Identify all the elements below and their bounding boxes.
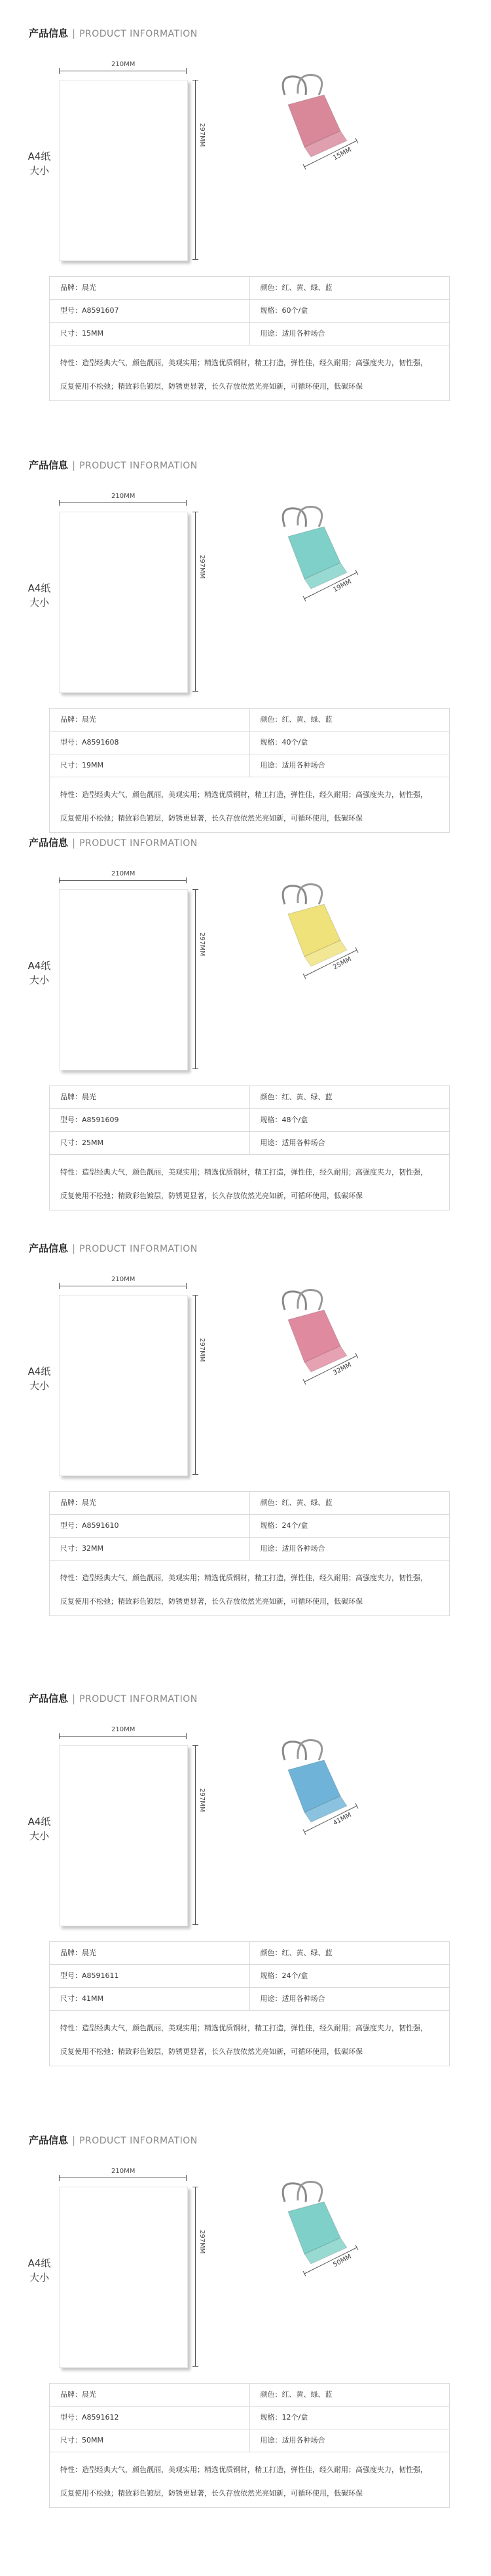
size-cell-label: 尺寸： bbox=[60, 1138, 82, 1147]
spec-cell-value: 24个/盒 bbox=[282, 1521, 308, 1530]
header-title-cn: 产品信息 bbox=[29, 1243, 69, 1254]
brand-cell bbox=[50, 1942, 250, 1964]
a4-label-line2: 大小 bbox=[29, 974, 49, 986]
clip-size-label: 41MM bbox=[332, 1811, 353, 1827]
product-section bbox=[0, 1241, 491, 1647]
spec-cell bbox=[250, 732, 450, 754]
paper-height-dimension bbox=[195, 889, 196, 1069]
spec-cell bbox=[250, 1109, 450, 1131]
section-header bbox=[29, 2133, 198, 2147]
model-cell-label: 型号： bbox=[60, 1971, 82, 1980]
paper-height-dimension bbox=[195, 2187, 196, 2367]
clip-size-label: 19MM bbox=[332, 578, 353, 594]
color-cell-label: 颜色：红、黄、绿、蓝 bbox=[260, 1949, 333, 1957]
a4-label-line2: 大小 bbox=[29, 1830, 49, 1842]
color-cell bbox=[250, 1942, 450, 1964]
header-title-en: PRODUCT INFORMATION bbox=[79, 2136, 198, 2146]
spec-table bbox=[49, 1941, 450, 2066]
product-section bbox=[0, 836, 491, 1241]
clip-size-label: 25MM bbox=[332, 955, 353, 972]
a4-paper-illustration bbox=[59, 80, 188, 261]
features-line2: 反复使用不松弛；精致彩色镀层，防锈更显著，长久存放依然光亮如新，可循环使用，低碳环保 bbox=[60, 814, 363, 822]
brand-cell bbox=[50, 1492, 250, 1514]
a4-paper-illustration bbox=[59, 512, 188, 693]
header-title-cn: 产品信息 bbox=[29, 837, 69, 849]
a4-label-line2: 大小 bbox=[29, 165, 49, 177]
spec-cell-label: 规格： bbox=[260, 738, 282, 747]
spec-cell-value: 48个/盒 bbox=[282, 1116, 308, 1124]
clip-size-label: 32MM bbox=[332, 1361, 353, 1377]
binder-clip-graphic bbox=[259, 501, 390, 625]
features-text bbox=[50, 1155, 449, 1210]
header-separator: | bbox=[72, 459, 76, 471]
features-line2: 反复使用不松弛；精致彩色镀层，防锈更显著，长久存放依然光亮如新，可循环使用，低碳环保 bbox=[60, 1191, 363, 1200]
paper-width-dimension bbox=[59, 1736, 187, 1737]
spec-row bbox=[50, 1132, 449, 1155]
color-cell-label: 颜色：红、黄、绿、蓝 bbox=[260, 1093, 333, 1101]
spec-cell bbox=[250, 2407, 450, 2429]
size-cell bbox=[50, 1538, 250, 1560]
binder-clip-icon bbox=[259, 1284, 390, 1408]
binder-clip-icon bbox=[259, 501, 390, 625]
brand-cell bbox=[50, 277, 250, 299]
paper-height-label: 297MM bbox=[198, 1788, 206, 1812]
paper-height-dimension bbox=[195, 1295, 196, 1475]
brand-cell-label: 品牌：晨光 bbox=[60, 715, 96, 724]
paper-width-dimension bbox=[59, 880, 187, 881]
model-cell bbox=[50, 732, 250, 754]
features-text bbox=[50, 777, 449, 832]
features-line1: 特性：造型经典大气，颜色靓丽，美观实用；精选优质钢材，精工打造，弹性佳，经久耐用；高强度夹力，韧性强， bbox=[60, 790, 427, 799]
model-cell-label: 型号： bbox=[60, 2413, 82, 2422]
spec-table bbox=[49, 708, 450, 833]
brand-cell-label: 品牌：晨光 bbox=[60, 2390, 96, 2399]
a4-paper-illustration bbox=[59, 2187, 188, 2368]
usage-cell bbox=[250, 2429, 450, 2452]
a4-size-label bbox=[20, 959, 59, 987]
features-line1: 特性：造型经典大气，颜色靓丽，美观实用；精选优质钢材，精工打造，弹性佳，经久耐用；高强度夹力，韧性强， bbox=[60, 1574, 427, 1582]
spec-cell bbox=[250, 300, 450, 322]
a4-label-line1: A4纸 bbox=[27, 1816, 51, 1827]
a4-label-line2: 大小 bbox=[29, 1380, 49, 1392]
model-cell-value: A8591611 bbox=[82, 1971, 119, 1980]
features-text bbox=[50, 2011, 449, 2066]
paper-height-label: 297MM bbox=[198, 932, 206, 957]
features-line2: 反复使用不松弛；精致彩色镀层，防锈更显著，长久存放依然光亮如新，可循环使用，低碳环保 bbox=[60, 1597, 363, 1606]
spec-cell-value: 24个/盒 bbox=[282, 1971, 308, 1980]
paper-width-label: 210MM bbox=[111, 2168, 136, 2175]
spec-cell-value: 60个/盒 bbox=[282, 306, 308, 315]
size-cell bbox=[50, 1988, 250, 2010]
paper-width-label: 210MM bbox=[111, 1726, 136, 1733]
spec-row bbox=[50, 754, 449, 777]
spec-table bbox=[49, 1491, 450, 1616]
usage-cell bbox=[250, 1132, 450, 1154]
header-title-cn: 产品信息 bbox=[29, 1693, 69, 1704]
color-cell bbox=[250, 1492, 450, 1514]
paper-width-label: 210MM bbox=[111, 870, 136, 877]
a4-label-line1: A4纸 bbox=[27, 1366, 51, 1377]
size-cell-value: 32MM bbox=[82, 1544, 103, 1553]
color-cell bbox=[250, 709, 450, 731]
color-cell-label: 颜色：红、黄、绿、蓝 bbox=[260, 1498, 333, 1507]
features-text bbox=[50, 1561, 449, 1615]
spec-cell-value: 40个/盒 bbox=[282, 738, 308, 747]
model-cell-label: 型号： bbox=[60, 1521, 82, 1530]
spec-row bbox=[50, 2407, 449, 2429]
binder-clip-graphic bbox=[259, 1284, 390, 1408]
size-cell-label: 尺寸： bbox=[60, 329, 82, 338]
spec-row bbox=[50, 1965, 449, 1988]
model-cell-label: 型号： bbox=[60, 1116, 82, 1124]
binder-clip-icon bbox=[259, 878, 390, 1002]
binder-clip-icon bbox=[259, 1734, 390, 1858]
a4-paper-illustration bbox=[59, 1295, 188, 1476]
paper-height-dimension bbox=[195, 80, 196, 260]
section-header bbox=[29, 458, 198, 472]
color-cell bbox=[250, 277, 450, 299]
color-cell-label: 颜色：红、黄、绿、蓝 bbox=[260, 2390, 333, 2399]
spec-table bbox=[49, 276, 450, 401]
section-header bbox=[29, 1691, 198, 1705]
size-cell-value: 15MM bbox=[82, 329, 103, 338]
a4-size-label bbox=[20, 2256, 59, 2285]
color-cell bbox=[250, 1086, 450, 1108]
paper-height-dimension bbox=[195, 512, 196, 692]
product-section bbox=[0, 2133, 491, 2539]
header-separator: | bbox=[72, 837, 76, 849]
features-line1: 特性：造型经典大气，颜色靓丽，美观实用；精选优质钢材，精工打造，弹性佳，经久耐用；高强度夹力，韧性强， bbox=[60, 359, 427, 367]
model-cell bbox=[50, 1109, 250, 1131]
features-text bbox=[50, 2452, 449, 2507]
product-section bbox=[0, 1691, 491, 2097]
a4-label-line2: 大小 bbox=[29, 597, 49, 609]
spec-cell bbox=[250, 1965, 450, 1987]
section-header bbox=[29, 26, 198, 40]
size-cell-value: 41MM bbox=[82, 1994, 103, 2003]
usage-cell bbox=[250, 1538, 450, 1560]
spec-table bbox=[49, 2383, 450, 2508]
spec-cell-label: 规格： bbox=[260, 1971, 282, 1980]
spec-row bbox=[50, 277, 449, 300]
paper-height-dimension bbox=[195, 1745, 196, 1925]
a4-label-line1: A4纸 bbox=[27, 582, 51, 594]
product-section bbox=[0, 26, 491, 432]
binder-clip-graphic bbox=[259, 2176, 390, 2300]
usage-cell-label: 用途：适用各种场合 bbox=[260, 2436, 325, 2444]
spec-row bbox=[50, 1086, 449, 1109]
binder-clip-icon bbox=[259, 69, 390, 193]
color-cell bbox=[250, 2384, 450, 2406]
usage-cell-label: 用途：适用各种场合 bbox=[260, 1544, 325, 1553]
header-title-en: PRODUCT INFORMATION bbox=[79, 838, 198, 849]
a4-label-line1: A4纸 bbox=[27, 960, 51, 972]
spec-cell-value: 12个/盒 bbox=[282, 2413, 308, 2422]
model-cell bbox=[50, 1515, 250, 1537]
size-cell bbox=[50, 754, 250, 777]
usage-cell-label: 用途：适用各种场合 bbox=[260, 1138, 325, 1147]
header-title-en: PRODUCT INFORMATION bbox=[79, 461, 198, 471]
spec-cell-label: 规格： bbox=[260, 1116, 282, 1124]
spec-row bbox=[50, 732, 449, 754]
size-cell bbox=[50, 323, 250, 345]
header-title-cn: 产品信息 bbox=[29, 459, 69, 471]
size-cell-label: 尺寸： bbox=[60, 761, 82, 769]
binder-clip-graphic bbox=[259, 1734, 390, 1858]
size-cell-label: 尺寸： bbox=[60, 1544, 82, 1553]
section-header bbox=[29, 836, 198, 849]
paper-width-label: 210MM bbox=[111, 1276, 136, 1283]
spec-row bbox=[50, 709, 449, 732]
header-separator: | bbox=[72, 27, 76, 39]
spec-row bbox=[50, 1492, 449, 1515]
header-title-en: PRODUCT INFORMATION bbox=[79, 1244, 198, 1254]
brand-cell-label: 品牌：晨光 bbox=[60, 1498, 96, 1507]
size-cell bbox=[50, 2429, 250, 2452]
features-line2: 反复使用不松弛；精致彩色镀层，防锈更显著，长久存放依然光亮如新，可循环使用，低碳环保 bbox=[60, 2489, 363, 2497]
color-cell-label: 颜色：红、黄、绿、蓝 bbox=[260, 715, 333, 724]
paper-height-label: 297MM bbox=[198, 2230, 206, 2254]
size-cell-label: 尺寸： bbox=[60, 1994, 82, 2003]
section-header bbox=[29, 1241, 198, 1255]
model-cell-value: A8591609 bbox=[82, 1116, 119, 1124]
brand-cell-label: 品牌：晨光 bbox=[60, 1949, 96, 1957]
binder-clip-icon bbox=[259, 2176, 390, 2300]
brand-cell bbox=[50, 2384, 250, 2406]
spec-row bbox=[50, 1538, 449, 1561]
paper-height-label: 297MM bbox=[198, 555, 206, 579]
usage-cell bbox=[250, 754, 450, 777]
binder-clip-graphic bbox=[259, 69, 390, 193]
spec-row bbox=[50, 1988, 449, 2011]
a4-paper-illustration bbox=[59, 1745, 188, 1926]
spec-row bbox=[50, 2429, 449, 2452]
spec-cell-label: 规格： bbox=[260, 306, 282, 315]
paper-height-label: 297MM bbox=[198, 123, 206, 147]
features-text bbox=[50, 345, 449, 400]
spec-row bbox=[50, 1942, 449, 1965]
features-line1: 特性：造型经典大气，颜色靓丽，美观实用；精选优质钢材，精工打造，弹性佳，经久耐用；高强度夹力，韧性强， bbox=[60, 2024, 427, 2032]
brand-cell bbox=[50, 1086, 250, 1108]
features-line1: 特性：造型经典大气，颜色靓丽，美观实用；精选优质钢材，精工打造，弹性佳，经久耐用；高强度夹力，韧性强， bbox=[60, 2465, 427, 2474]
paper-width-label: 210MM bbox=[111, 493, 136, 500]
header-title-cn: 产品信息 bbox=[29, 27, 69, 39]
a4-label-line2: 大小 bbox=[29, 2272, 49, 2284]
model-cell-label: 型号： bbox=[60, 306, 82, 315]
features-line2: 反复使用不松弛；精致彩色镀层，防锈更显著，长久存放依然光亮如新，可循环使用，低碳环保 bbox=[60, 2047, 363, 2056]
header-title-en: PRODUCT INFORMATION bbox=[79, 1694, 198, 1704]
header-title-en: PRODUCT INFORMATION bbox=[79, 29, 198, 39]
size-cell-value: 19MM bbox=[82, 761, 103, 769]
a4-size-label bbox=[20, 149, 59, 178]
header-separator: | bbox=[72, 1243, 76, 1254]
spec-row bbox=[50, 300, 449, 323]
header-separator: | bbox=[72, 2134, 76, 2146]
paper-width-label: 210MM bbox=[111, 61, 136, 68]
a4-size-label bbox=[20, 581, 59, 610]
usage-cell-label: 用途：适用各种场合 bbox=[260, 761, 325, 769]
model-cell bbox=[50, 300, 250, 322]
clip-size-label: 15MM bbox=[332, 146, 353, 162]
color-cell-label: 颜色：红、黄、绿、蓝 bbox=[260, 283, 333, 292]
header-separator: | bbox=[72, 1693, 76, 1704]
model-cell-value: A8591607 bbox=[82, 306, 119, 315]
spec-row bbox=[50, 1109, 449, 1132]
features-line2: 反复使用不松弛；精致彩色镀层，防锈更显著，长久存放依然光亮如新，可循环使用，低碳环保 bbox=[60, 382, 363, 391]
clip-size-label: 50MM bbox=[332, 2253, 353, 2269]
brand-cell-label: 品牌：晨光 bbox=[60, 283, 96, 292]
size-cell-value: 25MM bbox=[82, 1138, 103, 1147]
brand-cell bbox=[50, 709, 250, 731]
spec-table bbox=[49, 1085, 450, 1210]
model-cell bbox=[50, 2407, 250, 2429]
spec-cell-label: 规格： bbox=[260, 1521, 282, 1530]
product-section bbox=[0, 458, 491, 864]
model-cell-value: A8591608 bbox=[82, 738, 119, 747]
usage-cell bbox=[250, 323, 450, 345]
a4-paper-illustration bbox=[59, 889, 188, 1070]
spec-cell-label: 规格： bbox=[260, 2413, 282, 2422]
model-cell-value: A8591612 bbox=[82, 2413, 119, 2422]
spec-row bbox=[50, 323, 449, 345]
a4-size-label bbox=[20, 1814, 59, 1843]
spec-cell bbox=[250, 1515, 450, 1537]
features-line1: 特性：造型经典大气，颜色靓丽，美观实用；精选优质钢材，精工打造，弹性佳，经久耐用；高强度夹力，韧性强， bbox=[60, 1168, 427, 1176]
model-cell bbox=[50, 1965, 250, 1987]
binder-clip-graphic bbox=[259, 878, 390, 1002]
usage-cell-label: 用途：适用各种场合 bbox=[260, 1994, 325, 2003]
size-cell-label: 尺寸： bbox=[60, 2436, 82, 2444]
usage-cell bbox=[250, 1988, 450, 2010]
spec-row bbox=[50, 2384, 449, 2407]
a4-size-label bbox=[20, 1364, 59, 1393]
paper-height-label: 297MM bbox=[198, 1338, 206, 1362]
header-title-cn: 产品信息 bbox=[29, 2134, 69, 2146]
a4-label-line1: A4纸 bbox=[27, 2257, 51, 2269]
a4-label-line1: A4纸 bbox=[27, 150, 51, 162]
size-cell-value: 50MM bbox=[82, 2436, 103, 2444]
model-cell-label: 型号： bbox=[60, 738, 82, 747]
brand-cell-label: 品牌：晨光 bbox=[60, 1093, 96, 1101]
spec-row bbox=[50, 1515, 449, 1538]
model-cell-value: A8591610 bbox=[82, 1521, 119, 1530]
size-cell bbox=[50, 1132, 250, 1154]
usage-cell-label: 用途：适用各种场合 bbox=[260, 329, 325, 338]
